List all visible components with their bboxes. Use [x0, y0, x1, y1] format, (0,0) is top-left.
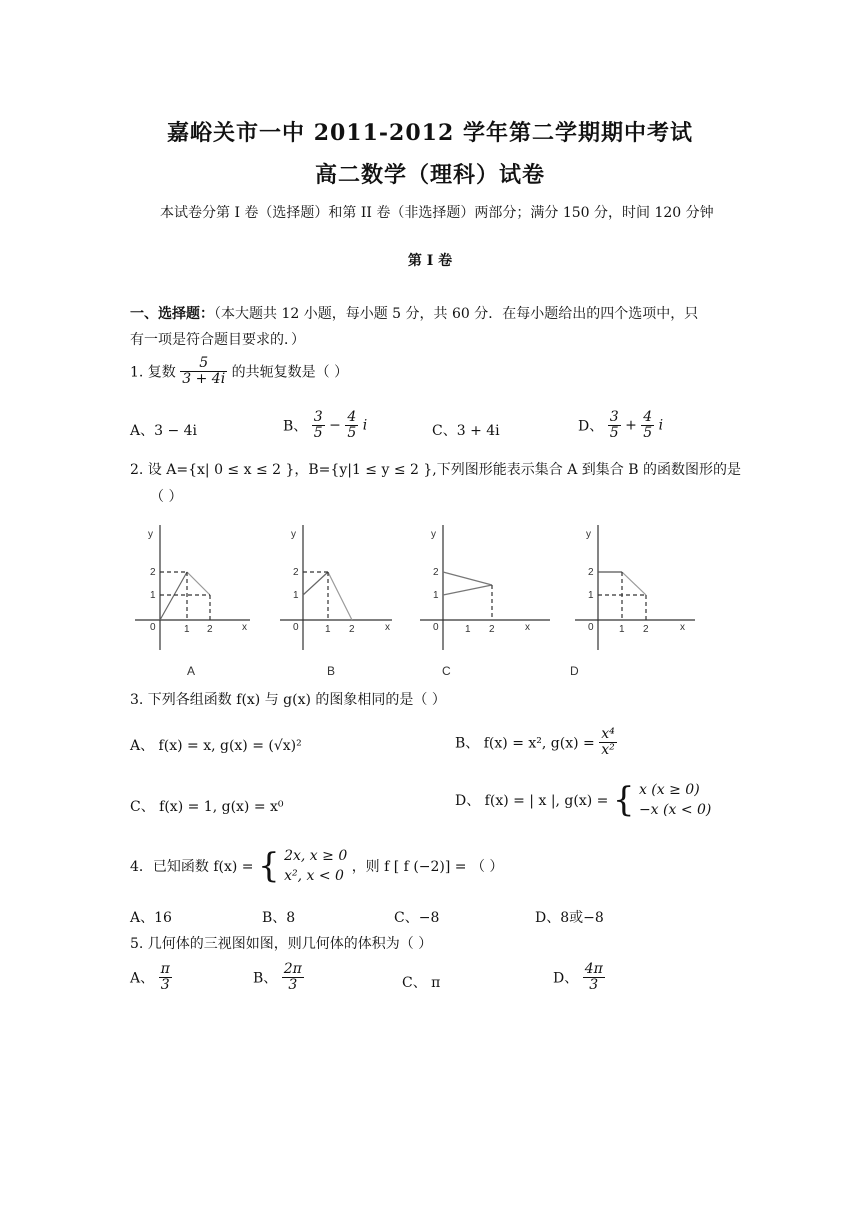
graph-b-origin: 0	[293, 622, 299, 633]
q4-option-a: A、16	[130, 910, 172, 926]
q4-case1: 2x, x ≥ 0	[284, 848, 348, 864]
graph-c	[420, 525, 550, 650]
q5-a-label: A、	[130, 970, 155, 987]
graph-d-segment2	[622, 572, 646, 595]
q1-option-d	[578, 410, 663, 441]
graph-a-ytick2: 2	[150, 567, 156, 578]
graph-d-tick2: 2	[643, 624, 649, 635]
graph-b-segment1	[303, 572, 328, 595]
graph-c-origin: 0	[433, 622, 439, 633]
q1-d-frac1-den: 5	[609, 425, 619, 441]
q1-option-c: C、3 + 4i	[432, 423, 500, 439]
graph-d-ytick2: 2	[588, 567, 594, 578]
graph-d-y-label: y	[586, 529, 591, 540]
q5-a-den: 3	[159, 977, 172, 993]
q3-d-case2: −x (x < 0)	[638, 802, 712, 818]
graph-b-segment2	[328, 572, 352, 620]
q5-b-den: 3	[282, 977, 304, 993]
exam-title: 嘉峪关市一中 2011-2012 学年第二学期期中考试	[167, 120, 693, 146]
graph-a-tick2: 2	[207, 624, 213, 635]
graph-b-caption: B	[327, 664, 336, 678]
q5-d-frac	[583, 962, 605, 993]
q3-b-label: B、 f(x) = x², g(x) =	[455, 735, 595, 752]
graph-d-caption: D	[570, 664, 579, 678]
q1-d-frac2-num: 4	[643, 409, 653, 425]
q1-b-frac1	[312, 410, 325, 441]
q1-d-frac1	[608, 410, 621, 441]
part1-description	[130, 303, 698, 323]
q1-option-a: A、3 − 4i	[130, 423, 198, 439]
q3-option-b	[455, 727, 617, 758]
graph-a-ytick1: 1	[150, 590, 156, 601]
graph-d-ytick1: 1	[588, 590, 594, 601]
graph-c-segment1	[443, 572, 492, 585]
graph-a-x-label: x	[242, 622, 247, 633]
q2-stem-line1: 2. 设 A={x| 0 ≤ x ≤ 2 }，B={y|1 ≤ y ≤ 2 },下列图形能表示集合 A 到集合 B 的函数图形的是	[130, 462, 741, 478]
question-4	[130, 846, 503, 886]
graph-a-segment2	[187, 572, 210, 595]
q1-d-frac2-den: 5	[643, 425, 653, 441]
graph-c-ytick2: 2	[433, 567, 439, 578]
part1-desc-line1: （本大题共 12 小题，每小题 5 分，共 60 分．在每小题给出的四个选项中，只	[214, 306, 699, 322]
graph-a-tick1: 1	[184, 624, 190, 635]
graph-b-tick1: 1	[325, 624, 331, 635]
q1-d-label: D、	[578, 418, 604, 435]
q5-b-frac	[282, 962, 304, 993]
q5-option-a	[130, 962, 172, 993]
q3-d-cases	[639, 780, 711, 820]
graph-b-ytick1: 1	[293, 590, 299, 601]
q5-d-den: 3	[583, 977, 605, 993]
graph-b-y-label: y	[291, 529, 296, 540]
q3-d-brace: {	[612, 780, 635, 820]
q1-d-frac2	[641, 410, 654, 441]
graph-b-ytick2: 2	[293, 567, 299, 578]
q1-b-frac2-num: 4	[347, 409, 357, 425]
q1-fraction	[180, 356, 227, 387]
q1-b-op: −	[329, 417, 341, 434]
q1-d-frac1-num: 3	[609, 409, 619, 425]
graph-c-tick2: 2	[489, 624, 495, 635]
q2-stem-line2: （ ）	[150, 489, 183, 505]
graph-c-caption: C	[442, 664, 451, 678]
graph-c-x-label: x	[525, 622, 530, 633]
q3-d-label: D、 f(x) = | x |, g(x) =	[455, 793, 609, 809]
q4-option-d: D、8或−8	[535, 910, 604, 926]
graph-a-origin: 0	[150, 622, 156, 633]
graph-a-segment1	[160, 572, 187, 620]
q3-stem: 3. 下列各组函数 f(x) 与 g(x) 的图象相同的是（ ）	[130, 692, 446, 708]
graph-a-caption: A	[187, 664, 196, 678]
q1-suffix: 的共轭复数是（ ）	[231, 364, 349, 381]
q4-prefix: 4．已知函数 f(x) =	[130, 859, 254, 875]
q3-d-case1: x (x ≥ 0)	[638, 782, 700, 798]
q4-suffix: ，则 f [ f (−2)] = （ ）	[351, 859, 504, 875]
q5-b-num: 2π	[283, 961, 302, 977]
q1-num: 5	[199, 355, 209, 371]
q5-a-frac	[159, 962, 172, 993]
q5-option-d	[553, 962, 605, 993]
q4-cases	[284, 846, 347, 886]
graph-a-y-label: y	[148, 529, 153, 540]
graph-c-segment2	[443, 585, 492, 595]
q1-b-frac1-num: 3	[313, 409, 323, 425]
q5-d-num: 4π	[584, 961, 603, 977]
q4-option-b: B、8	[262, 910, 296, 926]
graph-d-x-label: x	[680, 622, 685, 633]
q3-b-frac	[599, 727, 617, 758]
part1-desc-line2: 有一项是符合题目要求的．）	[130, 332, 305, 348]
q5-stem: 5. 几何体的三视图如图，则几何体的体积为（ ）	[130, 936, 433, 952]
q5-option-b	[253, 962, 304, 993]
q2-graphs	[130, 515, 710, 685]
q1-b-frac2	[345, 410, 358, 441]
q1-option-b	[283, 410, 367, 441]
q1-b-frac2-den: 5	[347, 425, 357, 441]
q1-den: 3 + 4i	[182, 371, 226, 387]
q3-b-den: x²	[601, 742, 615, 758]
q5-option-c: C、 π	[402, 975, 441, 991]
q4-option-c: C、−8	[394, 910, 440, 926]
section-title: 第 I 卷	[407, 253, 453, 269]
q1-d-op: +	[625, 417, 637, 434]
exam-intro: 本试卷分第 I 卷（选择题）和第 II 卷（非选择题）两部分；满分 150 分，时间 120 分钟	[160, 205, 714, 221]
graph-b-tick2: 2	[349, 624, 355, 635]
q3-option-d	[455, 780, 711, 820]
exam-subtitle: 高二数学（理科）试卷	[314, 162, 545, 188]
q1-b-tail: i	[362, 417, 368, 434]
q1-prefix: 1. 复数	[130, 364, 176, 381]
graph-c-ytick1: 1	[433, 590, 439, 601]
q3-option-a: A、 f(x) = x, g(x) = (√x)²	[130, 738, 302, 754]
q5-a-num: π	[160, 961, 170, 977]
q1-d-tail: i	[658, 417, 664, 434]
q3-option-c: C、 f(x) = 1, g(x) = x⁰	[130, 799, 284, 815]
q5-d-label: D、	[553, 970, 579, 987]
q1-b-frac1-den: 5	[313, 425, 323, 441]
q4-brace: {	[258, 846, 280, 886]
q1-b-label: B、	[283, 418, 308, 435]
graph-b-x-label: x	[385, 622, 390, 633]
part1-heading: 一、选择题：	[130, 306, 214, 322]
graph-d-tick1: 1	[619, 624, 625, 635]
q5-b-label: B、	[253, 970, 278, 987]
graph-c-tick1: 1	[465, 624, 471, 635]
question-1	[130, 356, 348, 387]
q4-case2: x², x < 0	[284, 868, 344, 884]
graph-d-origin: 0	[588, 622, 594, 633]
q3-b-num: x⁴	[601, 726, 615, 742]
graph-c-y-label: y	[431, 529, 436, 540]
